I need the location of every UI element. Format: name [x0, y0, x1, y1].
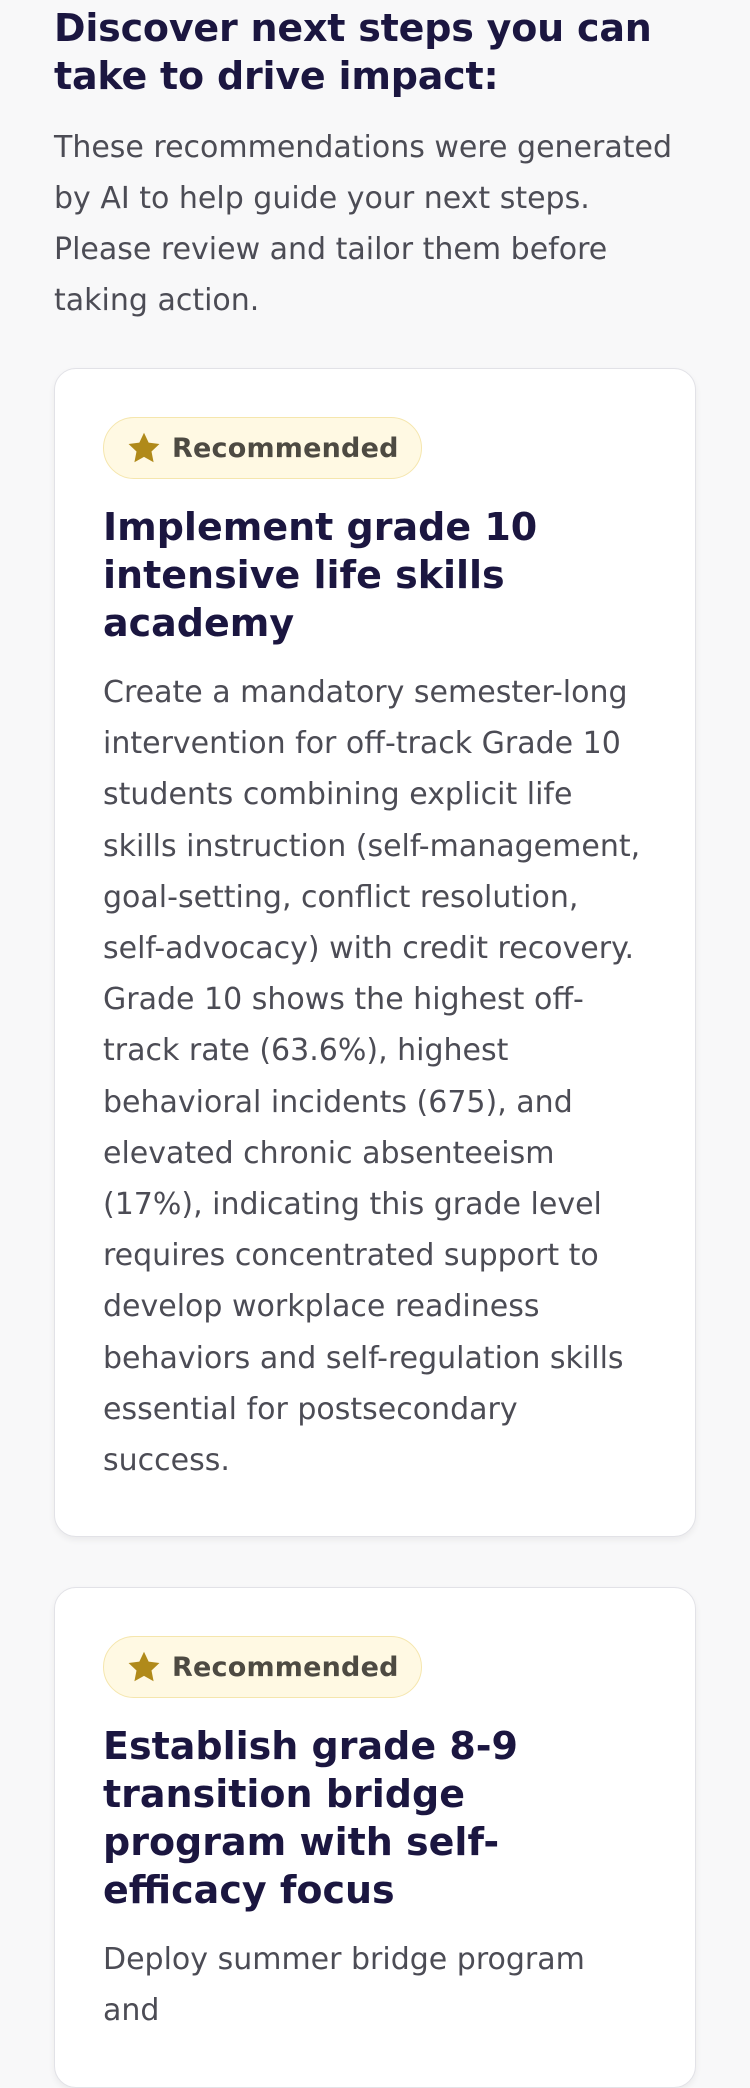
main-content: [54, 0, 696, 2088]
recommendation-card: [54, 1587, 696, 2087]
recommendation-title: Implement grade 10 intensive life skills academy: [103, 505, 538, 645]
badge-label: Recommended: [172, 1651, 399, 1683]
ai-disclaimer: These recommendations were generated by AI to help guide your next steps. Please review and tailor them before taking action.: [54, 130, 672, 318]
star-icon: [126, 1649, 162, 1685]
recommended-badge: [103, 417, 422, 479]
recommendation-description: Deploy summer bridge program and: [103, 1942, 585, 2029]
page-heading: Discover next steps you can take to drive impact:: [54, 6, 652, 98]
recommendation-description: Create a mandatory semester-long intervention for off-track Grade 10 students combining explicit life skills instruction (self-management, goal-setting, conflict resolution, self-advocacy) with credit recovery. Grade 10 shows the highest off-track rate (63.6%), highest behavioral incidents (675), and elevated chronic absenteeism (17%), indicating this grade level requires concentrated support to develop workplace readiness behaviors and self-regulation skills essential for postsecondary success.: [103, 675, 641, 1479]
recommendation-card: [54, 368, 696, 1537]
recommended-badge: [103, 1636, 422, 1698]
badge-label: Recommended: [172, 432, 399, 464]
recommendation-title: Establish grade 8-9 transition bridge program with self-efficacy focus: [103, 1724, 518, 1913]
star-icon: [126, 430, 162, 466]
